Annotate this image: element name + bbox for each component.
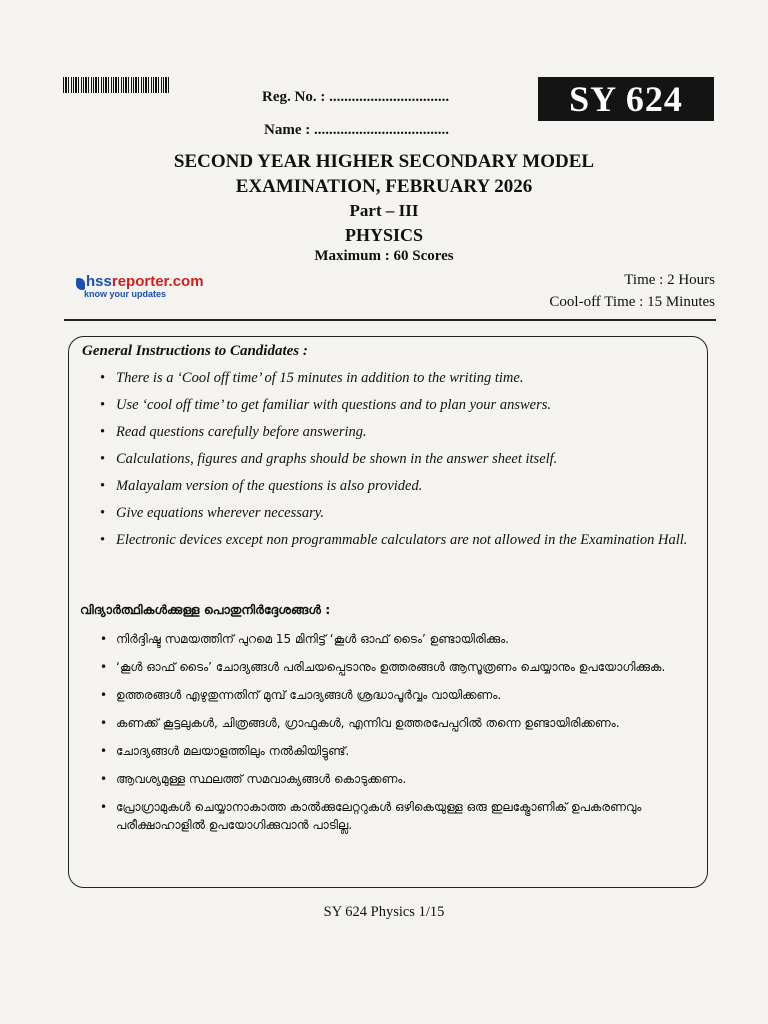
exam-title-line1: SECOND YEAR HIGHER SECONDARY MODEL <box>173 151 595 172</box>
list-item: • ചോദ്യങ്ങൾ മലയാളത്തിലും നൽകിയിട്ടുണ്ട്. <box>100 742 700 760</box>
exam-part: Part – III <box>349 201 419 220</box>
logo-tagline: know your updates <box>84 289 167 299</box>
name-field: Name : .................................... <box>264 122 449 138</box>
list-item: • Calculations, figures and graphs should be shown in the answer sheet itself. <box>100 450 690 468</box>
list-item: • Read questions carefully before answering. <box>100 423 690 441</box>
list-item: • കണക്ക് കൂട്ടലുകൾ, ചിത്രങ്ങൾ, ഗ്രാഫുകൾ, എന്നിവ ഉത്തരപേപ്പറിൽ തന്നെ ഉണ്ടായിരിക്കണം. <box>100 714 700 732</box>
malayalam-instructions-title: വിദ്യാർത്ഥികൾക്കുള്ള പൊതുനിർദ്ദേശങ്ങൾ : <box>80 602 331 617</box>
list-item: • Malayalam version of the questions is also provided. <box>100 477 690 495</box>
page-footer: SY 624 Physics 1/15 <box>323 904 445 920</box>
instructions-title: General Instructions to Candidates : <box>82 343 308 359</box>
exam-subject: PHYSICS <box>344 225 424 245</box>
exam-time: Time : 2 Hours <box>624 272 715 288</box>
max-scores: Maximum : 60 Scores <box>314 248 454 264</box>
list-item: • Electronic devices except non programmable calculators are not allowed in the Examination Hall. <box>100 531 690 549</box>
paper-code: SY 624 <box>538 77 714 121</box>
cool-off-time: Cool-off Time : 15 Minutes <box>549 294 715 310</box>
list-item: • പ്രോഗ്രാമുകൾ ചെയ്യാനാകാത്ത കാൽക്കുലേറ്ററുകൾ ഒഴികെയുള്ള ഒരു ഇലക്ട്രോണിക് ഉപകരണവും പരീക്ഷാഹാളിൽ ഉപയോഗിക്കുവാൻ പാടില്ല. <box>100 798 700 834</box>
barcode <box>63 77 169 93</box>
list-item: • ആവശ്യമുള്ള സ്ഥലത്ത് സമവാക്യങ്ങൾ കൊടുക്കണം. <box>100 770 700 788</box>
list-item: • നിർദ്ദിഷ്ട സമയത്തിന് പുറമെ 15 മിനിട്ട് ‘കൂൾ ഓഫ് ടൈം’ ഉണ്ടായിരിക്കും. <box>100 630 700 648</box>
hssreporter-logo <box>76 274 204 299</box>
english-instructions <box>100 369 690 558</box>
reg-no-field: Reg. No. : ................................ <box>262 89 450 105</box>
exam-title-line2: EXAMINATION, FEBRUARY 2026 <box>235 176 533 197</box>
list-item: • Use ‘cool off time’ to get familiar with questions and to plan your answers. <box>100 396 690 414</box>
logo-brand-prefix: hss <box>86 273 112 290</box>
list-item: • Give equations wherever necessary. <box>100 504 690 522</box>
list-item: • ഉത്തരങ്ങൾ എഴുതുന്നതിന് മുമ്പ് ചോദ്യങ്ങൾ ശ്രദ്ധാപൂർവ്വം വായിക്കണം. <box>100 686 700 704</box>
malayalam-instructions <box>100 630 700 844</box>
logo-brand-rest: reporter.com <box>111 273 204 290</box>
header-divider <box>64 319 716 321</box>
list-item: • There is a ‘Cool off time’ of 15 minutes in addition to the writing time. <box>100 369 690 387</box>
list-item: • ‘കൂൾ ഓഫ് ടൈം’ ചോദ്യങ്ങൾ പരിചയപ്പെടാനും ഉത്തരങ്ങൾ ആസൂത്രണം ചെയ്യാനും ഉപയോഗിക്കുക. <box>100 658 700 676</box>
